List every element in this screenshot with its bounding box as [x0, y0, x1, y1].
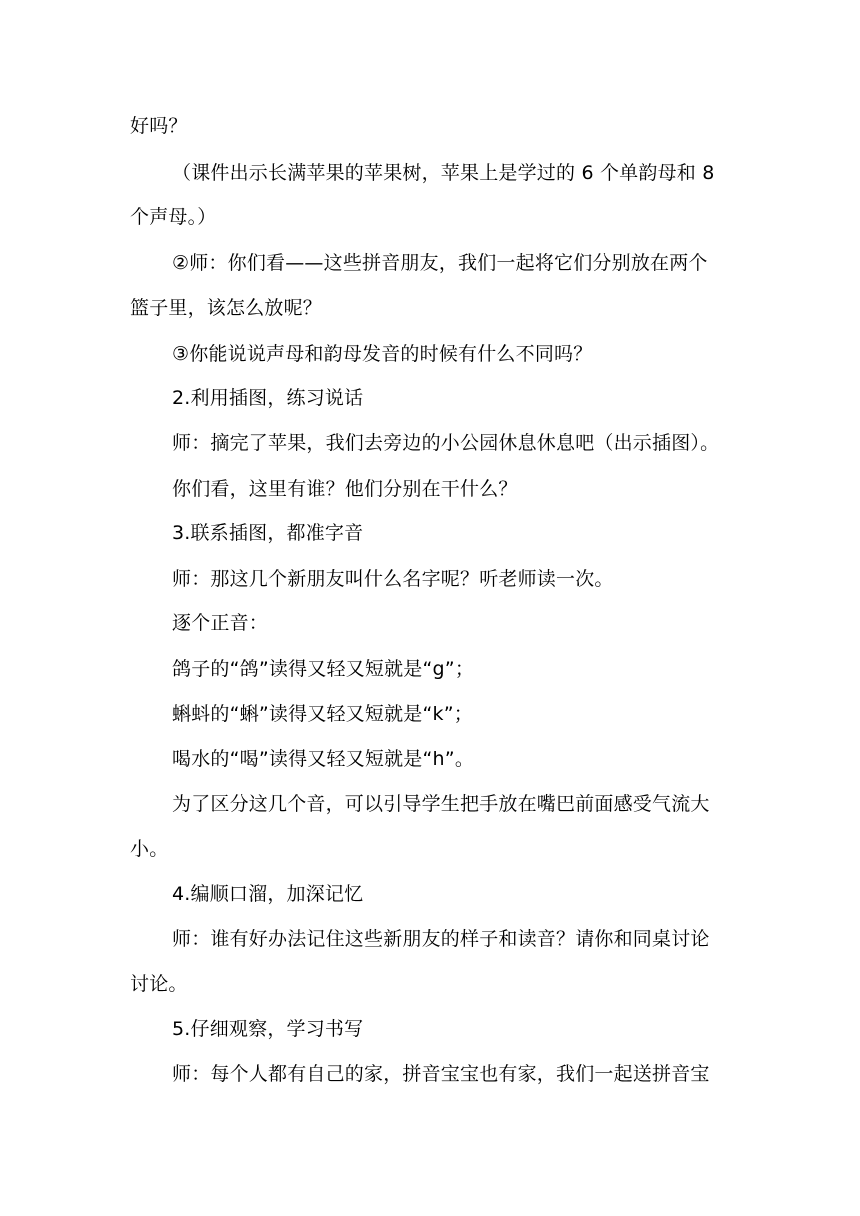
text-line-16: 为了区分这几个音，可以引导学生把手放在嘴巴前面感受气流大: [172, 793, 710, 815]
text-line-6: ③你能说说声母和韵母发音的时候有什么不同吗？: [172, 343, 593, 365]
text-line-7: 2.利用插图，练习说话: [172, 387, 364, 409]
text-line-18: 4.编顺口溜，加深记忆: [172, 883, 364, 905]
text-line-4: ②师：你们看——这些拼音朋友，我们一起将它们分别放在两个: [172, 252, 708, 274]
text-line-20: 讨论。: [130, 973, 188, 995]
text-line-2: （课件出示长满苹果的苹果树，苹果上是学过的 6 个单韵母和 8: [172, 162, 715, 184]
text-line-22: 师：每个人都有自己的家，拼音宝宝也有家，我们一起送拼音宝: [172, 1063, 710, 1085]
text-line-15: 喝水的“喝”读得又轻又短就是“h”。: [172, 748, 475, 770]
text-line-9: 你们看，这里有谁？他们分别在干什么？: [172, 478, 518, 500]
text-line-13: 鸽子的“鸽”读得又轻又短就是“g”；: [172, 658, 475, 680]
text-line-5: 篮子里，该怎么放呢？: [130, 297, 323, 319]
text-line-17: 小。: [130, 838, 169, 860]
text-line-1: 好吗？: [130, 115, 188, 137]
text-line-12: 逐个正音：: [172, 612, 269, 634]
text-line-14: 蝌蚪的“蝌”读得又轻又短就是“k”；: [172, 703, 473, 725]
text-line-11: 师：那这几个新朋友叫什么名字呢？听老师读一次。: [172, 568, 614, 590]
text-line-10: 3.联系插图，都准字音: [172, 522, 364, 544]
text-line-19: 师：谁有好办法记住这些新朋友的样子和读音？请你和同桌讨论: [172, 928, 710, 950]
text-line-8: 师：摘完了苹果，我们去旁边的小公园休息休息吧（出示插图）。: [172, 432, 720, 454]
text-line-21: 5.仔细观察，学习书写: [172, 1018, 364, 1040]
text-line-3: 个声母。）: [130, 206, 217, 228]
